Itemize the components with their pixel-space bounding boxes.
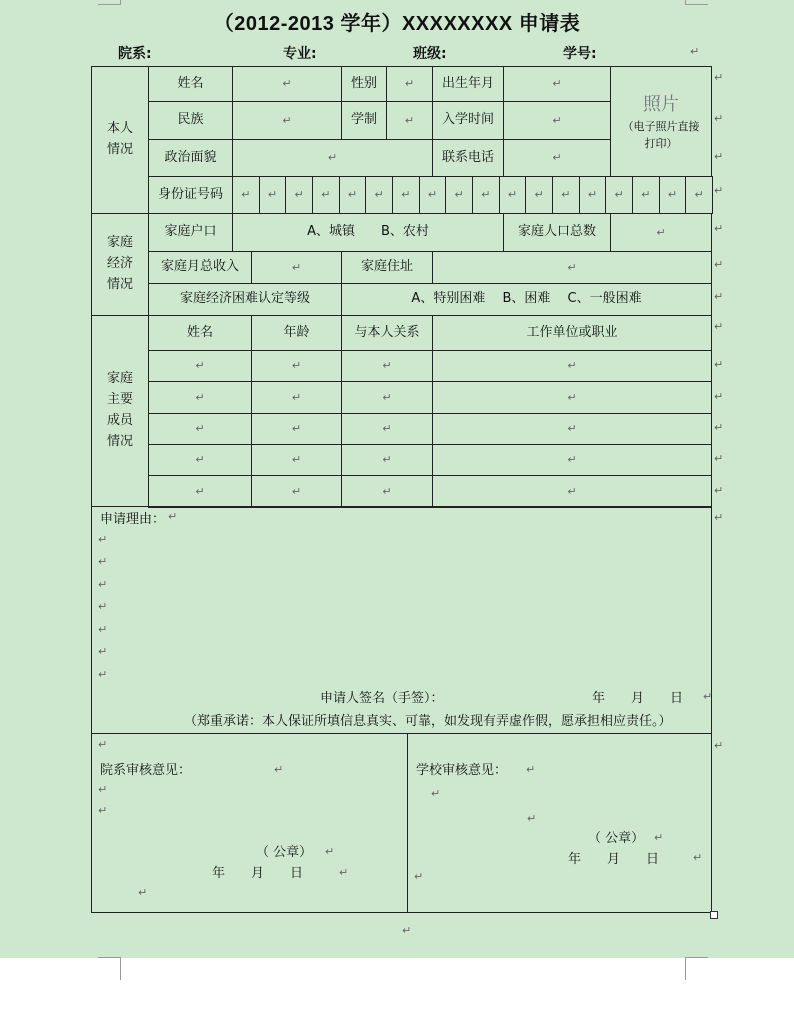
paragraph-mark: ↵ [347,188,358,202]
id-digit-cell[interactable] [605,176,633,214]
paragraph-mark: ↵ [98,668,108,681]
paragraph-mark: ↵ [98,555,108,568]
label-enroll: 入学时间 [432,101,504,140]
paragraph-mark: ↵ [614,188,624,202]
crop-mark [685,0,708,5]
id-digit-cell[interactable] [472,176,500,214]
paragraph-mark: ↵ [195,359,205,373]
paragraph-mark: ↵ [552,151,562,165]
paragraph-mark: ↵ [703,690,713,703]
members-table-cell[interactable] [341,381,433,414]
paragraph-mark: ↵ [404,113,415,127]
label-birth: 出生年月 [432,66,504,102]
paragraph-mark: ↵ [382,390,392,404]
members-table-cell[interactable] [341,444,433,476]
paragraph-mark: ↵ [561,188,571,202]
paragraph-mark: ↵ [714,358,724,371]
members-table-cell[interactable] [251,350,342,382]
members-header-name: 姓名 [148,315,252,351]
paragraph-mark: ↵ [98,804,108,817]
id-digit-cell[interactable] [445,176,473,214]
id-digit-cell[interactable] [552,176,580,214]
input-birth[interactable] [503,66,611,102]
paragraph-mark: ↵ [552,77,562,91]
paragraph-mark: ↵ [714,112,724,125]
paragraph-mark: ↵ [714,511,724,524]
members-table-cell[interactable] [148,350,252,382]
label-name: 姓名 [148,66,233,102]
label-income: 家庭月总收入 [148,251,252,284]
hukou-options[interactable]: A、城镇 B、农村 [232,213,504,252]
members-table-cell[interactable] [148,381,252,414]
members-table-cell[interactable] [251,475,342,508]
paragraph-mark: ↵ [382,453,392,467]
paragraph-mark: ↵ [168,510,178,523]
paragraph-mark: ↵ [274,763,284,776]
photo-box[interactable] [610,66,712,177]
paragraph-mark: ↵ [291,359,302,373]
paragraph-mark: ↵ [98,623,108,636]
paragraph-mark: ↵ [427,188,438,202]
paragraph-mark: ↵ [138,886,148,899]
id-digit-cell[interactable] [659,176,687,214]
input-name[interactable] [232,66,342,102]
members-table-cell[interactable] [432,475,712,508]
paragraph-mark: ↵ [282,113,292,127]
paragraph-mark: ↵ [527,812,537,825]
id-digit-cell[interactable] [232,176,260,214]
id-digit-cell[interactable] [632,176,660,214]
input-schooling[interactable] [386,101,433,140]
paragraph-mark: ↵ [195,390,205,404]
paragraph-mark: ↵ [656,225,666,239]
paragraph-mark: ↵ [690,45,700,58]
paragraph-mark: ↵ [291,390,302,404]
input-gender[interactable] [386,66,433,102]
paragraph-mark: ↵ [241,188,251,202]
id-digit-cell[interactable] [285,176,313,214]
label-population: 家庭人口总数 [503,213,611,252]
members-table-cell[interactable] [432,413,712,445]
id-digit-cell[interactable] [419,176,447,214]
paragraph-mark: ↵ [195,453,205,467]
members-table-cell[interactable] [432,444,712,476]
paragraph-mark: ↵ [507,188,518,202]
paragraph-mark: ↵ [714,320,724,333]
paragraph-mark: ↵ [714,71,724,84]
paragraph-mark: ↵ [587,188,598,202]
members-table-cell[interactable] [251,413,342,445]
paragraph-mark: ↵ [374,188,384,202]
paragraph-mark: ↵ [694,188,704,202]
school-review-label: 学校审核意见： [416,763,508,778]
paragraph-mark: ↵ [282,77,292,91]
paragraph-mark: ↵ [714,390,724,403]
label-ethnic: 民族 [148,101,233,140]
crop-mark [98,957,121,980]
applicant-sign-date: 年 月 日 [592,691,684,706]
paragraph-mark: ↵ [195,484,205,498]
id-digit-cell[interactable] [339,176,367,214]
paragraph-mark: ↵ [401,188,411,202]
paragraph-mark: ↵ [714,739,724,752]
members-table-cell[interactable] [432,350,712,382]
paragraph-mark: ↵ [567,390,577,404]
dept-seal: （ 公章） [256,845,313,860]
paragraph-mark: ↵ [382,422,392,436]
id-digit-cell[interactable] [365,176,393,214]
photo-label: 照片 [643,93,679,115]
paragraph-mark: ↵ [98,533,108,546]
paragraph-mark: ↵ [567,260,577,274]
members-header-relation: 与本人关系 [341,315,433,351]
members-table-cell[interactable] [251,381,342,414]
input-phone[interactable] [503,139,611,177]
paragraph-mark: ↵ [321,188,331,202]
difficulty-level-options[interactable]: A、特别困难 B、困难 C、一般困难 [341,283,712,316]
paragraph-mark: ↵ [414,870,424,883]
paragraph-mark: ↵ [404,77,415,91]
label-gender: 性别 [341,66,387,102]
id-digit-cell[interactable] [259,176,287,214]
paragraph-mark: ↵ [98,738,108,751]
paragraph-mark: ↵ [382,484,392,498]
paragraph-mark: ↵ [667,188,678,202]
dept-review-date: 年 月 日 [212,866,304,881]
school-seal: （ 公章） [588,831,645,846]
photo-note: （电子照片直接 打印） [622,120,700,150]
paragraph-mark: ↵ [325,845,335,858]
label-politics: 政治面貌 [148,139,233,177]
paragraph-mark: ↵ [714,484,724,497]
paragraph-mark: ↵ [339,866,349,879]
paragraph-mark: ↵ [714,184,724,197]
paragraph-mark: ↵ [327,151,338,165]
paragraph-mark: ↵ [567,422,577,436]
id-digit-cell[interactable] [499,176,527,214]
form-title: （2012-2013 学年）XXXXXXXX 申请表 [213,13,581,35]
paragraph-mark: ↵ [526,763,536,776]
id-digit-cell[interactable] [685,176,713,214]
paragraph-mark: ↵ [291,260,302,274]
paragraph-mark: ↵ [454,188,464,202]
members-table-cell[interactable] [251,444,342,476]
header-major: 专业: [283,46,317,62]
paragraph-mark: ↵ [195,422,205,436]
members-table-cell[interactable] [341,350,433,382]
school-review-date: 年 月 日 [568,852,660,867]
paragraph-mark: ↵ [402,924,412,937]
paragraph-mark: ↵ [291,422,302,436]
paragraph-mark: ↵ [267,188,278,202]
header-class: 班级: [413,46,447,62]
table-resize-handle[interactable] [710,911,718,919]
label-hukou: 家庭户口 [148,213,233,252]
label-address: 家庭住址 [341,251,433,284]
members-table-cell[interactable] [341,475,433,508]
paragraph-mark: ↵ [714,290,724,303]
id-digit-cell[interactable] [579,176,607,214]
label-schooling: 学制 [341,101,387,140]
input-politics[interactable] [232,139,433,177]
members-header-age: 年龄 [251,315,342,351]
paragraph-mark: ↵ [98,783,108,796]
members-table-cell[interactable] [148,475,252,508]
paragraph-mark: ↵ [481,188,491,202]
dept-review-label: 院系审核意见： [100,763,192,778]
paragraph-mark: ↵ [552,113,562,127]
section-members-label: 家庭 主要 成员 情况 [91,315,149,507]
reason-label: 申请理由： [100,512,166,527]
crop-mark [685,957,708,980]
paragraph-mark: ↵ [98,578,108,591]
members-table-cell[interactable] [341,413,433,445]
paragraph-mark: ↵ [714,222,724,235]
paragraph-mark: ↵ [714,452,724,465]
id-digit-cell[interactable] [312,176,340,214]
paragraph-mark: ↵ [693,851,703,864]
paragraph-mark: ↵ [654,831,664,844]
id-digit-cell[interactable] [392,176,420,214]
paragraph-mark: ↵ [567,359,577,373]
paragraph-mark: ↵ [291,453,302,467]
applicant-signature-label: 申请人签名（手签）： [320,691,444,706]
input-address[interactable] [432,251,712,284]
crop-mark [98,0,121,5]
paragraph-mark: ↵ [714,150,724,163]
input-ethnic[interactable] [232,101,342,140]
members-table-cell[interactable] [432,381,712,414]
label-difficulty-level: 家庭经济困难认定等级 [148,283,342,316]
paragraph-mark: ↵ [98,600,108,613]
id-digit-cell[interactable] [525,176,553,214]
members-table-cell[interactable] [148,444,252,476]
input-population[interactable] [610,213,712,252]
header-student-no: 学号: [563,46,597,62]
label-id-number: 身份证号码 [148,176,233,214]
input-enroll[interactable] [503,101,611,140]
paragraph-mark: ↵ [291,484,302,498]
section-family-econ-label: 家庭 经济 情况 [91,213,149,316]
promise-statement: （郑重承诺：本人保证所填信息真实、可靠，如发现有弄虚作假，愿承担相应责任。） [184,714,672,729]
paragraph-mark: ↵ [382,359,392,373]
paragraph-mark: ↵ [714,258,724,271]
label-phone: 联系电话 [432,139,504,177]
section-self-label: 本人 情况 [91,66,149,214]
paragraph-mark: ↵ [98,645,108,658]
paragraph-mark: ↵ [567,453,577,467]
paragraph-mark: ↵ [534,188,544,202]
paragraph-mark: ↵ [714,421,724,434]
paragraph-mark: ↵ [567,484,577,498]
header-dept: 院系: [118,46,152,62]
paragraph-mark: ↵ [294,188,304,202]
paragraph-mark: ↵ [641,188,651,202]
members-header-occupation: 工作单位或职业 [432,315,712,351]
members-table-cell[interactable] [148,413,252,445]
input-income[interactable] [251,251,342,284]
paragraph-mark: ↵ [431,787,441,800]
